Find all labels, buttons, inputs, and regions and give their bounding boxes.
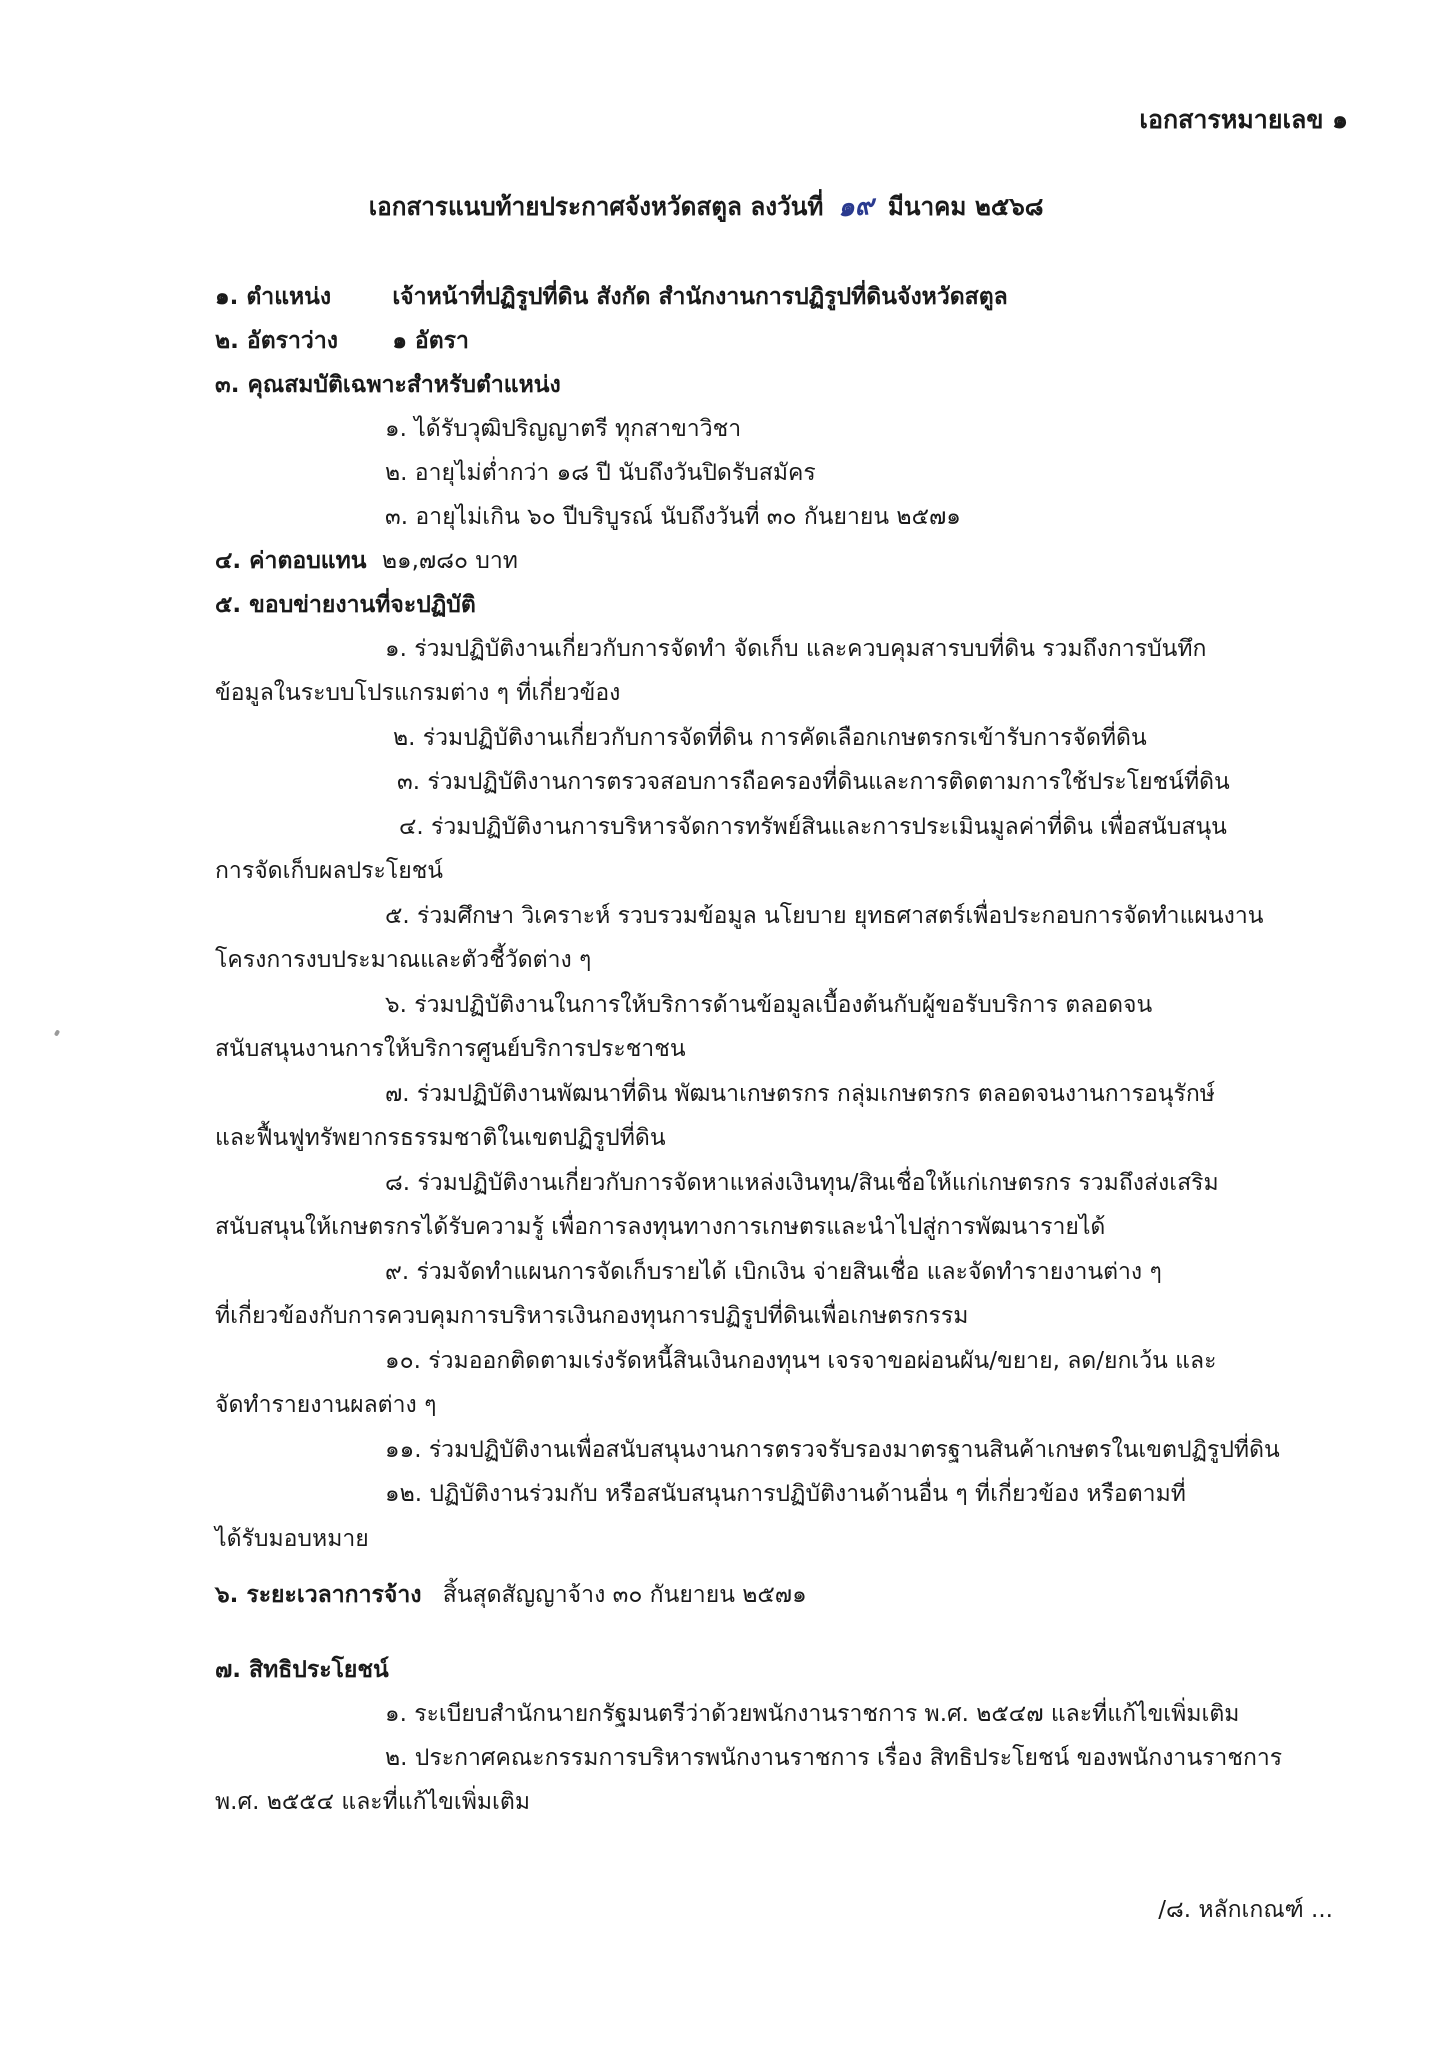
qualification-item: ๒. อายุไม่ต่ำกว่า ๑๘ ปี นับถึงวันปิดรับสมัคร	[385, 460, 816, 486]
handwritten-day: ๑๙	[836, 189, 875, 224]
scope-line: ๒. ร่วมปฏิบัติงานเกี่ยวกับการจัดที่ดิน การคัดเลือกเกษตรกรเข้ารับการจัดที่ดิน	[393, 725, 1147, 751]
scope-line: ที่เกี่ยวข้องกับการควบคุมการบริหารเงินกองทุนการปฏิรูปที่ดินเพื่อเกษตรกรรม	[215, 1303, 969, 1329]
section-employment-period-value: สิ้นสุดสัญญาจ้าง ๓๐ กันยายน ๒๕๗๑	[442, 1582, 807, 1608]
scope-line: ๑๑. ร่วมปฏิบัติงานเพื่อสนับสนุนงานการตรวจรับรองมาตรฐานสินค้าเกษตรในเขตปฏิรูปที่ดิน	[385, 1437, 1280, 1463]
scope-line: การจัดเก็บผลประโยชน์	[215, 858, 444, 884]
section-vacancy-value: ๑ อัตรา	[392, 328, 469, 354]
scan-speck	[54, 1029, 60, 1036]
scope-line: สนับสนุนให้เกษตรกรได้รับความรู้ เพื่อการลงทุนทางการเกษตรและนำไปสู่การพัฒนารายได้	[215, 1214, 1106, 1240]
section-position-label: ๑. ตำแหน่ง	[215, 284, 332, 310]
section-compensation-value: ๒๑,๗๘๐ บาท	[381, 548, 518, 574]
section-vacancy-label: ๒. อัตราว่าง	[215, 328, 338, 354]
section-vacancy	[215, 326, 469, 356]
section-employment-period	[215, 1580, 807, 1610]
section-employment-period-label: ๖. ระยะเวลาการจ้าง	[215, 1582, 422, 1608]
attachment-title-prefix: เอกสารแนบท้ายประกาศจังหวัดสตูล ลงวันที่	[368, 192, 824, 221]
scope-line: จัดทำรายงานผลต่าง ๆ	[215, 1392, 437, 1418]
scope-line: ๔. ร่วมปฏิบัติงานการบริหารจัดการทรัพย์สินและการประเมินมูลค่าที่ดิน เพื่อสนับสนุน	[399, 814, 1227, 840]
section-position	[215, 282, 1008, 312]
scope-line: ๘. ร่วมปฏิบัติงานเกี่ยวกับการจัดหาแหล่งเงินทุน/สินเชื่อให้แก่เกษตรกร รวมถึงส่งเสริม	[385, 1170, 1219, 1196]
benefit-line: พ.ศ. ๒๕๕๔ และที่แก้ไขเพิ่มเติม	[215, 1789, 531, 1815]
document-number: เอกสารหมายเลข ๑	[1139, 105, 1348, 134]
scope-line: ข้อมูลในระบบโปรแกรมต่าง ๆ ที่เกี่ยวข้อง	[215, 680, 621, 706]
scope-line: ได้รับมอบหมาย	[215, 1526, 369, 1552]
scope-line: และฟื้นฟูทรัพยากรธรรมชาติในเขตปฏิรูปที่ดิน	[215, 1125, 666, 1151]
section-scope-label: ๕. ขอบข่ายงานที่จะปฏิบัติ	[215, 592, 476, 618]
section-benefits-label: ๗. สิทธิประโยชน์	[215, 1657, 389, 1683]
scope-line: ๖. ร่วมปฏิบัติงานในการให้บริการด้านข้อมูลเบื้องต้นกับผู้ขอรับบริการ ตลอดจน	[385, 992, 1153, 1018]
scope-line: ๕. ร่วมศึกษา วิเคราะห์ รวบรวมข้อมูล นโยบาย ยุทธศาสตร์เพื่อประกอบการจัดทำแผนงาน	[385, 903, 1264, 929]
scope-line: ๑. ร่วมปฏิบัติงานเกี่ยวกับการจัดทำ จัดเก็บ และควบคุมสารบบที่ดิน รวมถึงการบันทึก	[385, 636, 1207, 662]
qualification-item: ๑. ได้รับวุฒิปริญญาตรี ทุกสาขาวิชา	[385, 416, 742, 442]
section-qualifications-label: ๓. คุณสมบัติเฉพาะสำหรับตำแหน่ง	[215, 372, 561, 398]
scope-line: ๑๒. ปฏิบัติงานร่วมกับ หรือสนับสนุนการปฏิบัติงานด้านอื่น ๆ ที่เกี่ยวข้อง หรือตามที่	[385, 1481, 1186, 1507]
qualification-item: ๓. อายุไม่เกิน ๖๐ ปีบริบูรณ์ นับถึงวันที่ ๓๐ กันยายน ๒๕๗๑	[385, 504, 961, 530]
benefit-line: ๑. ระเบียบสำนักนายกรัฐมนตรีว่าด้วยพนักงานราชการ พ.ศ. ๒๕๔๗ และที่แก้ไขเพิ่มเติม	[385, 1701, 1240, 1727]
scope-line: สนับสนุนงานการให้บริการศูนย์บริการประชาชน	[215, 1036, 686, 1062]
scope-line: ๙. ร่วมจัดทำแผนการจัดเก็บรายได้ เบิกเงิน จ่ายสินเชื่อ และจัดทำรายงานต่าง ๆ	[385, 1259, 1162, 1285]
scope-line: โครงการงบประมาณและตัวชี้วัดต่าง ๆ	[215, 947, 592, 973]
attachment-title	[0, 189, 1412, 224]
section-compensation	[215, 546, 518, 576]
section-position-value: เจ้าหน้าที่ปฏิรูปที่ดิน สังกัด สำนักงานการปฏิรูปที่ดินจังหวัดสตูล	[392, 284, 1008, 310]
attachment-title-suffix: มีนาคม ๒๕๖๘	[887, 192, 1044, 221]
benefit-line: ๒. ประกาศคณะกรรมการบริหารพนักงานราชการ เรื่อง สิทธิประโยชน์ ของพนักงานราชการ	[385, 1745, 1283, 1771]
page-continuation: /๘. หลักเกณฑ์ ...	[1158, 1897, 1333, 1923]
scope-line: ๑๐. ร่วมออกติดตามเร่งรัดหนี้สินเงินกองทุนฯ เจรจาขอผ่อนผัน/ขยาย, ลด/ยกเว้น และ	[385, 1348, 1217, 1374]
section-compensation-label: ๔. ค่าตอบแทน	[215, 548, 367, 574]
scope-line: ๓. ร่วมปฏิบัติงานการตรวจสอบการถือครองที่ดินและการติดตามการใช้ประโยชน์ที่ดิน	[397, 769, 1230, 795]
scope-line: ๗. ร่วมปฏิบัติงานพัฒนาที่ดิน พัฒนาเกษตรกร กลุ่มเกษตรกร ตลอดจนงานการอนุรักษ์	[385, 1081, 1215, 1107]
